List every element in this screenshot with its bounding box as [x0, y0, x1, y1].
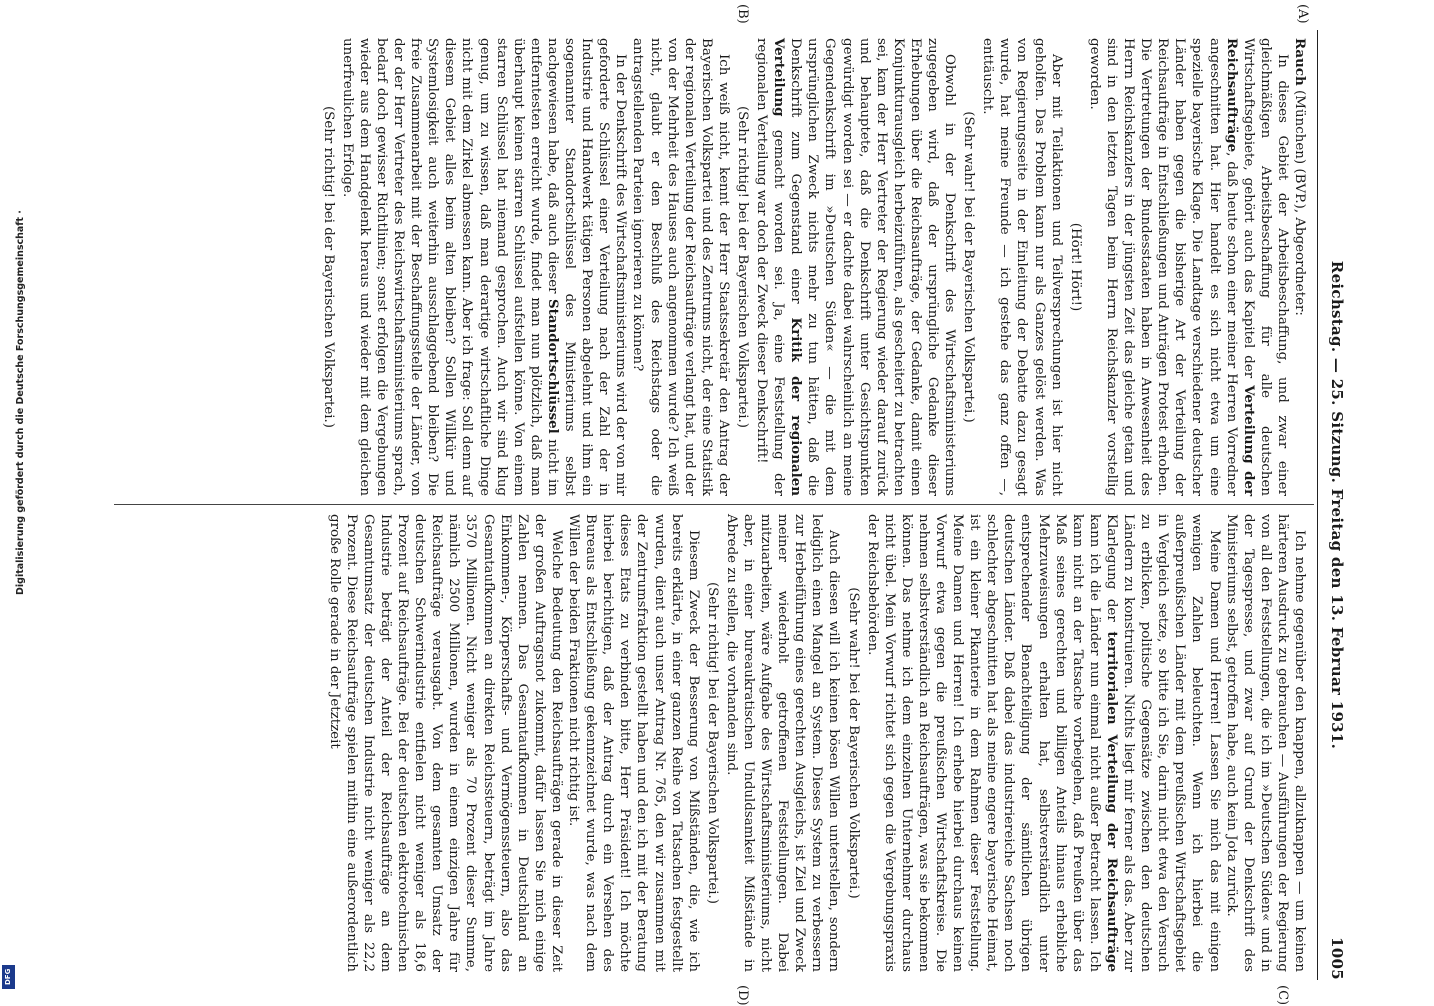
digitization-footer: [0, 0, 26, 1000]
page-number: 1005: [1328, 937, 1346, 980]
margin-marker-c: (C): [1275, 985, 1290, 1006]
interjection: (Sehr richtig! bei der Bayerischen Volkspartei.): [320, 105, 336, 429]
speaker-affiliation: (München) (BVP.), Abgeordneter:: [1292, 85, 1307, 316]
paragraph: Ich weiß nicht, kennt der Herr Staatssekretär den Antrag der Bayerischen Volkspartei und des Zentrums nicht, der eine Statistik der regionalen Verteilung der Reichsaufträge verlangt hat, und der von der Mehrheit des Hauses auch angenommen wurde? Ich weiß nicht, glaubt er den Beschluß des Reichstags oder die antragstellenden Parteien ignorieren zu können?: [630, 38, 731, 496]
margin-marker-d: (D): [735, 985, 750, 1006]
paragraph: Aber mit Teilaktionen und Teilversprechungen ist hier nicht geholfen. Das Problem kann nur als Ganzes gelöst werden. Was von Regierungsseite in der Einleitung der Debatte dazu gesagt wurde, hat meine Freunde — ich gestehe das ganz offen —, enttäuscht.: [980, 38, 1064, 496]
paragraph: [1086, 38, 1291, 496]
header-rule: [1317, 30, 1318, 980]
speaker-line: [1291, 38, 1308, 496]
speaker-name: Rauch: [1292, 38, 1308, 86]
left-column: [318, 38, 1308, 496]
text-run: Meine Damen und Herren! Lassen Sie mich das mit einigen wenigen Zahlen beleuchten. Wenn ich hierbei die außerpreußischen Länder mit dem preußischen Wirtschaftsgebiet in Vergleich setze, so bitte ich Sie, darin nicht etwa den Versuch zu erblicken, politische Gegensätze zwischen den deutschen Ländern zu konstruieren. Nichts liegt mir ferner als das. Aber zur Klarlegung der: [1103, 514, 1222, 972]
text-run: nicht im entferntesten erreicht wurde, findet man nun plötzlich, daß man überhaupt keinen starren Schlüssel aufstellen könne. Von einem starren Schlüssel hat niemand gesprochen. Auch wir sind klug genug, um zu wissen, daß man derartige wirtschaftliche Dinge nicht mit dem Zirkel abmessen kann. Aber ich frage: Soll denn auf diesem Gebiet alles beim alten bleiben? Sollen Willkür und Systemlosigkeit auch weiterhin ausschlaggebend bleiben? Die freie Zusammenarbeit mit der Beschaffungsstelle der Länder, von der der Herr Vertreter des Reichswirtschaftsministeriums sprach, bedarf doch gewisser Richtlinien; sonst erfolgen die Vergebungen wieder aus dem Handgelenk heraus und wieder mit dem gleichen unerfreulichen Erfolge.: [339, 38, 560, 497]
margin-marker-a: (A): [1295, 4, 1310, 24]
paragraph: Diesem Zweck der Besserung von Mißständen, die, wie ich bereits erklärte, in einer ganzen Reihe von Tatsachen festgestellt wurden, dient auch unser Antrag Nr. 765, den wir zusammen mit der Zentrumsfraktion gestellt haben und den ich mit der Beratung dieses Etats zu verbinden bitte, Herr Präsident! Ich möchte hierbei berichtigen, daß der Antrag durch ein Versehen des Bureaus als Entschließung gekennzeichnet wurde, was nach dem Willen der beiden Fraktionen nicht richtig ist.: [566, 514, 701, 972]
interjection: (Sehr wahr! bei der Bayerischen Volkspartei.): [961, 111, 977, 423]
paragraph: [864, 514, 1223, 972]
paragraph: Ich nehme gegenüber den knappen, allzuknappen — um keinen härteren Ausdruck zu gebrauchen — Ausführungen der Regierung von all den Feststellungen, die ich im »Deutschen Süden« und in der Tagespresse, und zwar auf Grund der Denkschrift des Ministeriums selbst, getroffen habe, auch kein Jota zurück.: [1223, 514, 1307, 972]
interjection: (Sehr richtig! bei der Bayerischen Volkspartei.): [735, 105, 750, 429]
text-run: gemacht worden sei. Ja, eine Feststellung der regionalen Verteilung war doch der Zweck dieser Denkschrift!: [754, 38, 787, 496]
text-run: Obwohl in der Denkschrift des Wirtschaftsministeriums zugegeben wird, daß der ursprüngliche Gedanke dieser Erhebungen über die Reichsaufträge, der Gedanke, damit einen Konjunkturausgleich herbeizuführen, als gescheitert zu betrachten sei, kam der Herr Vertreter der Regierung wieder darauf zurück und behauptete, daß die Denkschrift unter Gesichtspunkten gewürdigt worden sei — er dachte dabei wahrscheinlich an meine Gegendenkschrift im »Deutschen Süden« — die mit dem ursprünglichen Zweck nichts mehr zu tun hätten, daß die Denkschrift zum Gegenstand einer: [788, 38, 958, 496]
page-header: [1320, 30, 1350, 980]
interjection: (Sehr richtig! bei der Bayerischen Volkspartei.): [704, 581, 720, 905]
paragraph: [339, 38, 630, 496]
bold-phrase: Kritik der regionalen Verteilung: [771, 38, 805, 496]
scanned-page: [105, 4, 1350, 1006]
text-run: In dieses Gebiet der Arbeitsbeschaffung, und zwar einer gleichmäßigen Arbeitsbeschaffung für alle deutschen Wirtschaftsgebiete, gehört auch das Kapitel der: [1240, 38, 1290, 496]
paragraph: Auch diesen will ich keinen bösen Willen unterstellen, sondern lediglich einen Mangel an System. Dieses System zu verbessern zur Herbeiführung eines gerechten Ausgleichs, ist Ziel und Zweck meiner wiederholt getroffenen Feststellungen. Dabei mitzuarbeiten, wäre Aufgabe des Wirtschaftsministeriums, nicht aber, in einer bureaukratischen Unduldsamkeit Mißstände in Abrede zu stellen, die vorhanden sind.: [723, 514, 842, 972]
bold-phrase: Verteilung der Reichsaufträge: [1223, 38, 1257, 497]
right-column: [326, 514, 1308, 972]
header-title: Reichstag. — 25. Sitzung. Freitag den 13. Februar 1931.: [1328, 260, 1346, 750]
margin-marker-b: (B): [735, 4, 750, 24]
paragraph: Welche Bedeutung den Reichsaufträgen gerade in dieser Zeit der großen Auftragsnot zukommt, dafür lassen Sie mich einige Zahlen nennen. Das Gesamtaufkommen in Deutschland an Einkommen-, Körperschafts- und Vermögenssteuern, also das Gesamtaufkommen an direkten Reichssteuern, beträgt im Jahre 3570 Millionen. Nicht weniger als 70 Prozent dieser Summe, nämlich 2500 Millionen, wurden in einem einzigen Jahre für Reichsaufträge verausgabt. Von dem gesamten Umsatz der deutschen Schwerindustrie entfielen nicht weniger als 18,6 Prozent auf Reichsaufträge. Bei der deutschen elektrotechnischen Industrie beträgt der Anteil der Reichsaufträge an dem Gesamtumsatz der deutschen Industrie nicht weniger als 22,2 Prozent. Diese Reichsaufträge spielen mithin eine außerordentlich große Rolle gerade in der Jetztzeit: [326, 514, 564, 972]
column-divider: [114, 504, 1314, 505]
interjection: (Hört! Hört!): [1067, 222, 1083, 312]
interjection: (Sehr wahr! bei der Bayerischen Volkspartei.): [845, 587, 861, 899]
paragraph: [753, 38, 958, 496]
text-run: , daß heute schon einer meiner Herren Vorredner angeschnitten hat. Hier handelt es sich nicht etwa um eine spezielle bayerische Klage. Die Landtage verschiedener deutscher Länder haben gegen die bisherige Art der Verteilung der Reichsaufträge in Entschließungen und Anträgen Protest erhoben. Die Vertretungen der Bundesstaaten haben in Anwesenheit des Herrn Reichskanzlers in der jüngsten Zeit das gleiche getan und sind in den letzten Tagen beim Herrn Reichskanzler vorstellig geworden.: [1086, 38, 1239, 496]
text-run: In der Denkschrift des Wirtschaftsministeriums wird der von mir geforderte Schlüssel einer Verteilung nach der Zahl der in Industrie und Handwerk tätigen Personen abgelehnt und ihm ein sogenannter Standortschlüssel des Ministeriums selbst nachgewiesen habe, daß auch dieser: [544, 38, 629, 496]
footer-credit: Digitalisierung gefördert durch die Deutsche Forschungsgemeinschaft ·: [15, 210, 26, 595]
bold-phrase: territorialen Verteilung der Reichsaufträge: [1103, 631, 1120, 973]
bold-phrase: Standortschlüssel: [544, 299, 561, 434]
text-run: kann ich die Länder nun einmal nicht außer Betracht lassen. Ich kann nicht an der Tatsache vorbeigehen, daß Preußen über das Maß seines gerechten und billigen Anteils hinaus erhebliche Mehrzuweisungen erhalten hat, selbstverständlich unter entsprechender Benachteiligung der sämtlichen übrigen deutschen Länder. Daß dabei das industriereiche Sachsen noch schlechter abgeschnitten hat als meine engere bayerische Heimat, ist ein kleiner Pikanterie in dem Rahmen dieser Feststellung. Meine Damen und Herren! Ich erhebe hierbei durchaus keinen Vorwurf etwa gegen die preußischen Wirtschaftskreise. Die nehmen selbstverständlich an Reichsaufträgen, was sie bekommen können. Das nehme ich dem einzelnen Unternehmer durchaus nicht übel. Mein Vorwurf richtet sich gegen die Vergebungspraxis der Reichsbehörden.: [864, 514, 1102, 972]
dfg-logo: DFG: [2, 965, 15, 989]
